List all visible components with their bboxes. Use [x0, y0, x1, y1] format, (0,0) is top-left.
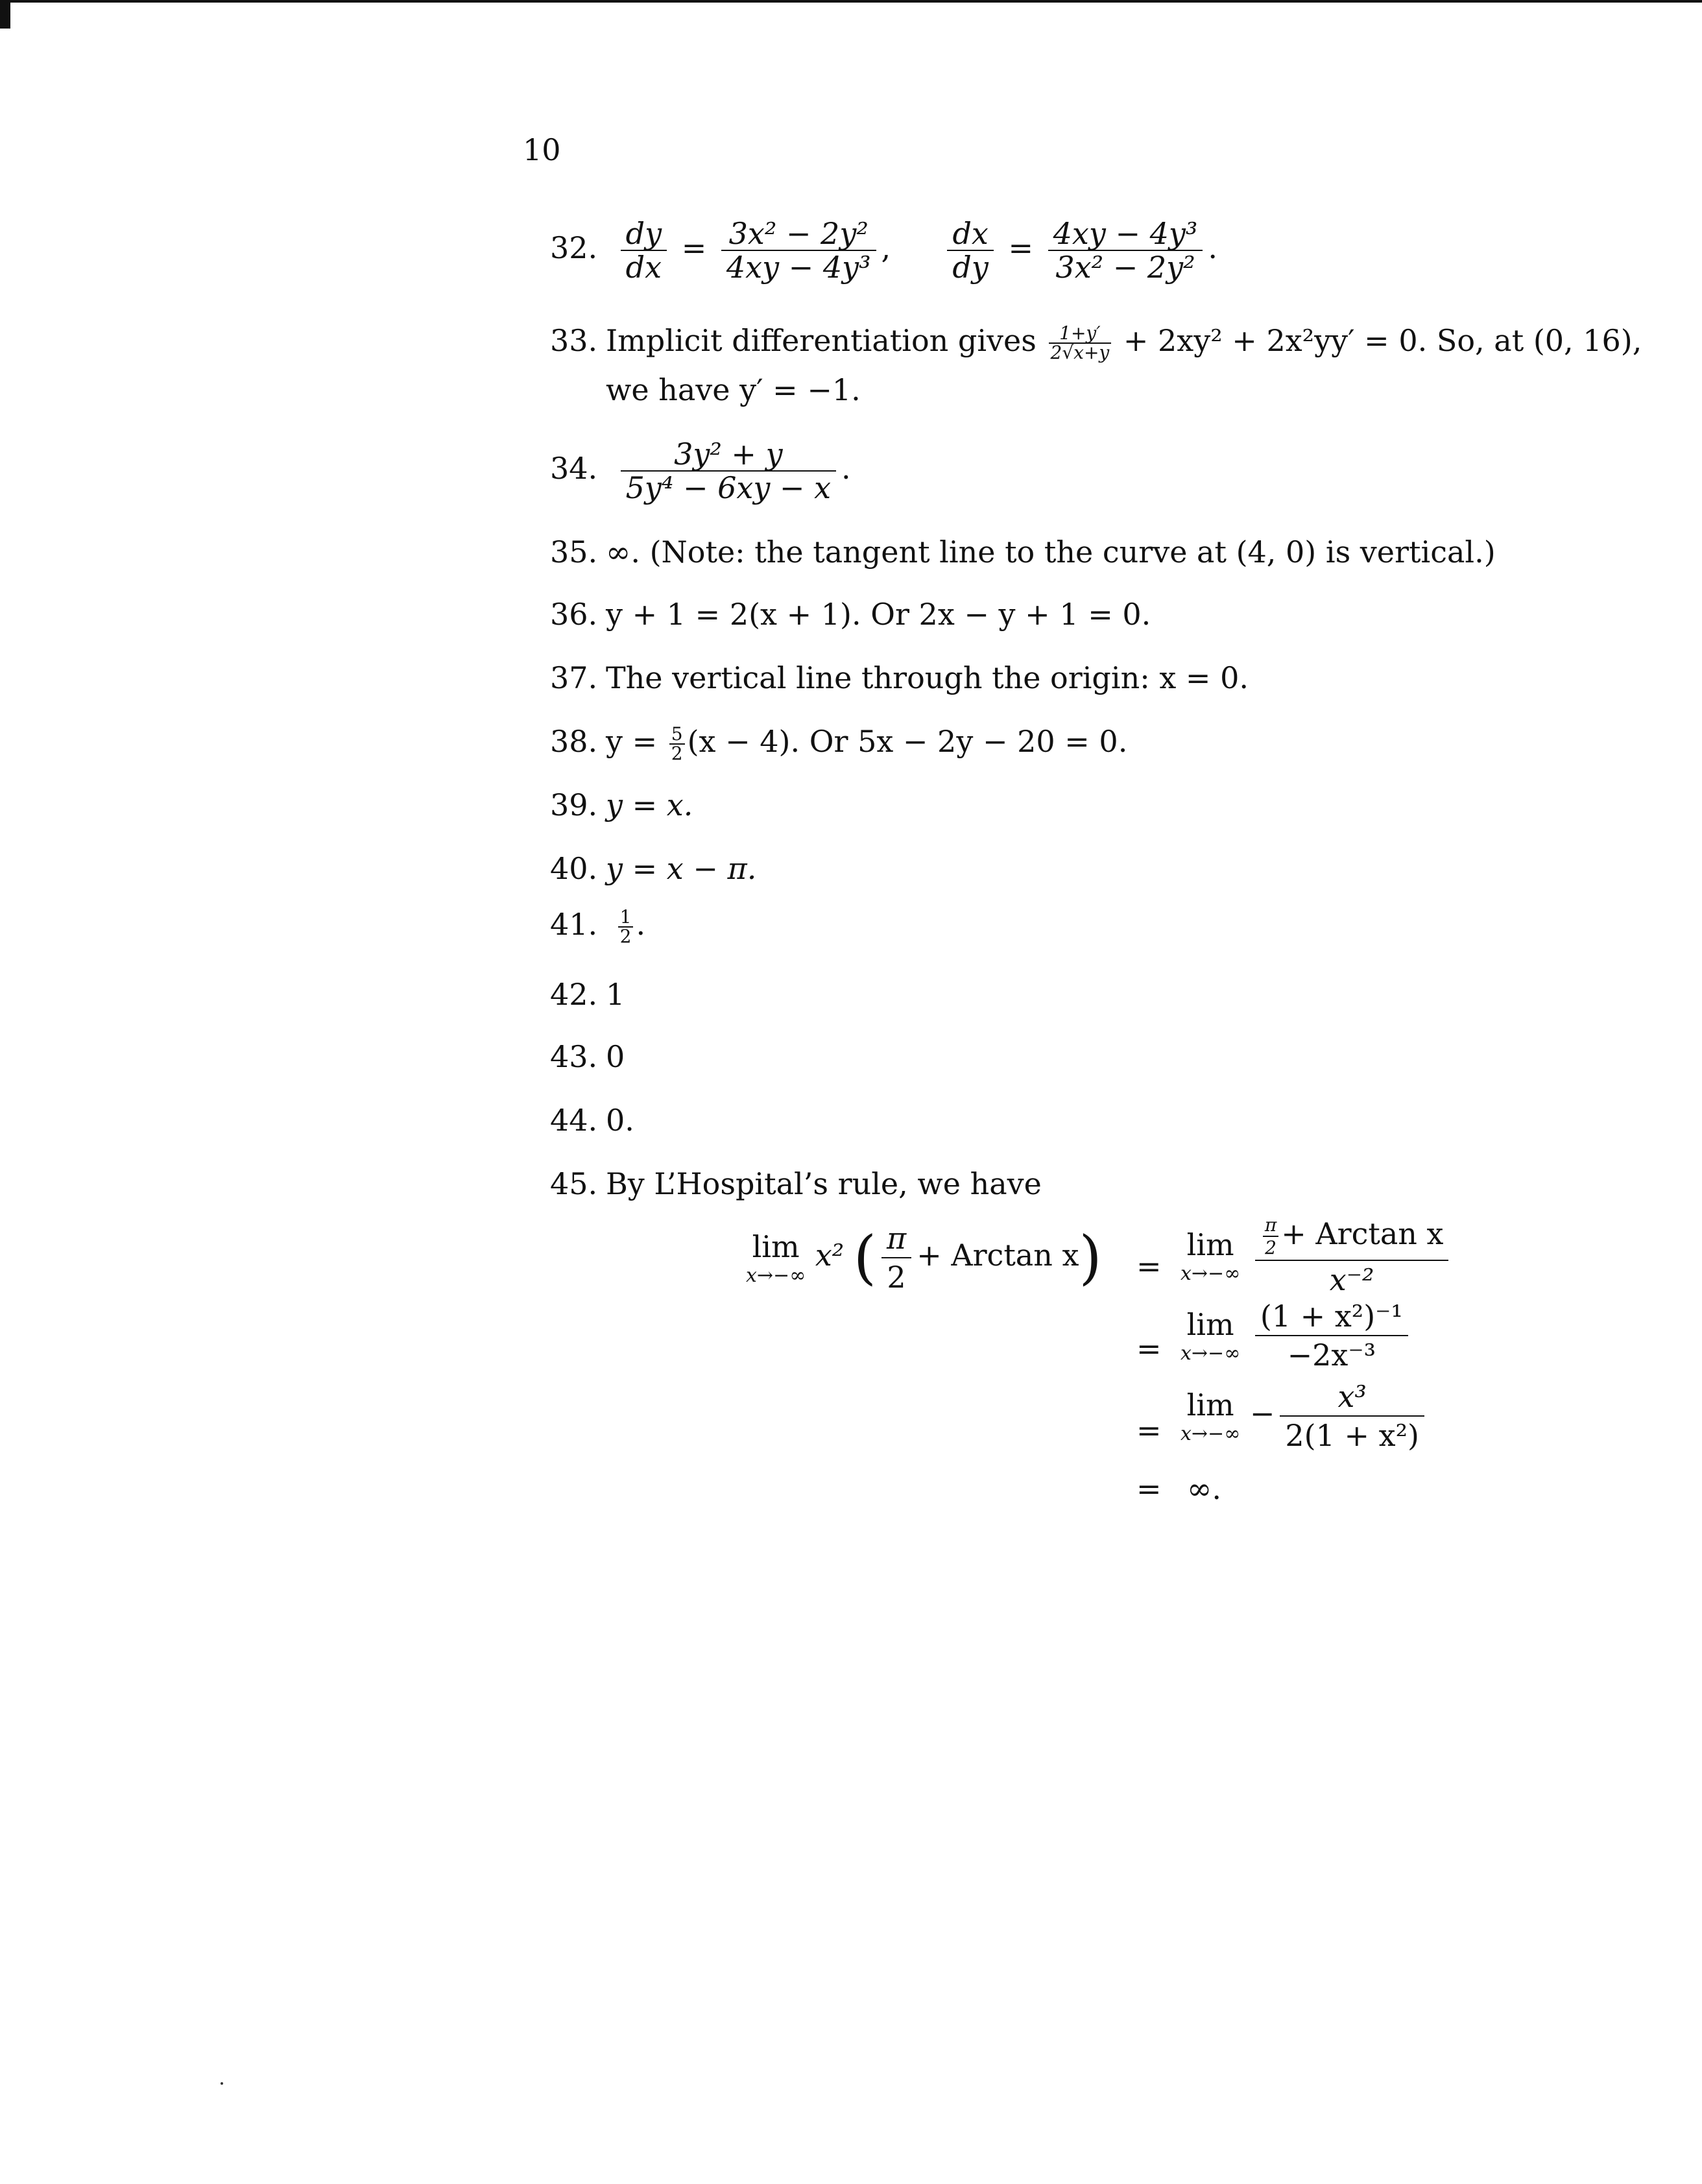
- answer-39: 39. y = x.: [550, 787, 693, 822]
- answer-45: 45. By L’Hospital’s rule, we have: [550, 1166, 1042, 1201]
- derivation-lhs: lim x→−∞ x² ( $\frac{\pi}{2}$ + Arctan x): [746, 1221, 1102, 1295]
- limit-operator: lim x→−∞: [1181, 1227, 1241, 1285]
- equals-sign: =: [1136, 1413, 1162, 1448]
- answer-36: 36. y + 1 = 2(x + 1). Or 2x − y + 1 = 0.: [550, 597, 1151, 632]
- derivation-step-2: [1181, 1297, 1413, 1374]
- fraction: $\frac{dx}{dy}$: [947, 217, 993, 283]
- page-number: 10: [523, 132, 561, 167]
- answer-38: 38. y = $\frac{5}{2}$ (x − 4). Or 5x − 2y − 20 = 0.: [550, 723, 1128, 764]
- limit-operator: lim x→−∞: [1181, 1306, 1241, 1365]
- equals-sign: =: [1136, 1471, 1162, 1506]
- scan-edge-line: [0, 0, 1702, 3]
- fraction: $\frac{1}{2}$: [618, 908, 634, 946]
- fraction: $\frac{\text{3x² − 2y²}}{\text{4xy − 4y³}}$: [721, 217, 876, 283]
- fraction: $\frac{1+y'}{2√x+y}$: [1049, 324, 1112, 362]
- fraction: $\frac{5}{2}$: [669, 725, 685, 763]
- equals-sign: =: [1136, 1249, 1162, 1284]
- fraction: $\frac{dy}{dx}$: [621, 217, 667, 283]
- scan-speck: [221, 2082, 223, 2085]
- answer-37: 37. The vertical line through the origin: x = 0.: [550, 660, 1249, 695]
- equals-sign: =: [1136, 1331, 1162, 1366]
- scan-corner-mark: [0, 0, 10, 29]
- answer-42: 42. 1: [550, 977, 625, 1012]
- limit-operator: lim x→−∞: [1181, 1387, 1241, 1445]
- answer-40: 40. y = x − π.: [550, 851, 757, 886]
- limit-operator: lim x→−∞: [746, 1229, 806, 1287]
- answer-43: 43. 0: [550, 1039, 625, 1074]
- answer-32: 32. $\frac{dy}{dx}$ = $\frac{\text{3x² − 2y²}}{\text{4xy − 4y³}}$ , $\frac{dx}{dy}$ = $\frac{\text{4xy − 4y³}}{\text{3x² − 2y²}}$ .: [550, 216, 1217, 285]
- fraction: $\frac{\pi}{2}$: [881, 1219, 911, 1296]
- fraction: $\frac{\text{(1 + x²)⁻¹}}{\text{−2x⁻³}}$: [1255, 1297, 1408, 1374]
- answer-33: 33. Implicit differentiation gives $\frac{1+y'}{2√x+y}$ + 2xy² + 2x²yy′ = 0. So, at (0, 16),: [550, 322, 1642, 363]
- fraction: $\frac{\text{3y² + y}}{\text{5y⁴ − 6xy − x}}$: [621, 438, 836, 504]
- fraction: $\frac{\text{4xy − 4y³}}{\text{3x² − 2y²}}$: [1048, 217, 1203, 283]
- answer-44: 44. 0.: [550, 1103, 634, 1138]
- answer-33-line2: we have y′ = −1.: [606, 372, 861, 407]
- answer-35: 35. ∞. (Note: the tangent line to the curve at (4, 0) is vertical.): [550, 534, 1496, 570]
- fraction: $\frac{\text{x³}}{\text{2(1 + x²)}}$: [1280, 1378, 1424, 1454]
- item-number: 34.: [550, 451, 598, 486]
- derivation-result: ∞.: [1187, 1471, 1221, 1506]
- derivation-step-1: [1181, 1213, 1454, 1299]
- fraction: $\frac{\pi}{2}$ + Arctan x x⁻²: [1255, 1213, 1449, 1299]
- item-number: 32.: [550, 230, 598, 265]
- answer-34: 34. $\frac{\text{3y² + y}}{\text{5y⁴ − 6xy − x}}$ .: [550, 437, 851, 505]
- item-number: 33.: [550, 323, 598, 358]
- derivation-step-3: lim x→−∞ − $\frac{\text{x³}}{\text{2(1 + x²)}}$: [1181, 1378, 1430, 1454]
- answer-41: 41. $\frac{1}{2}$ .: [550, 906, 646, 947]
